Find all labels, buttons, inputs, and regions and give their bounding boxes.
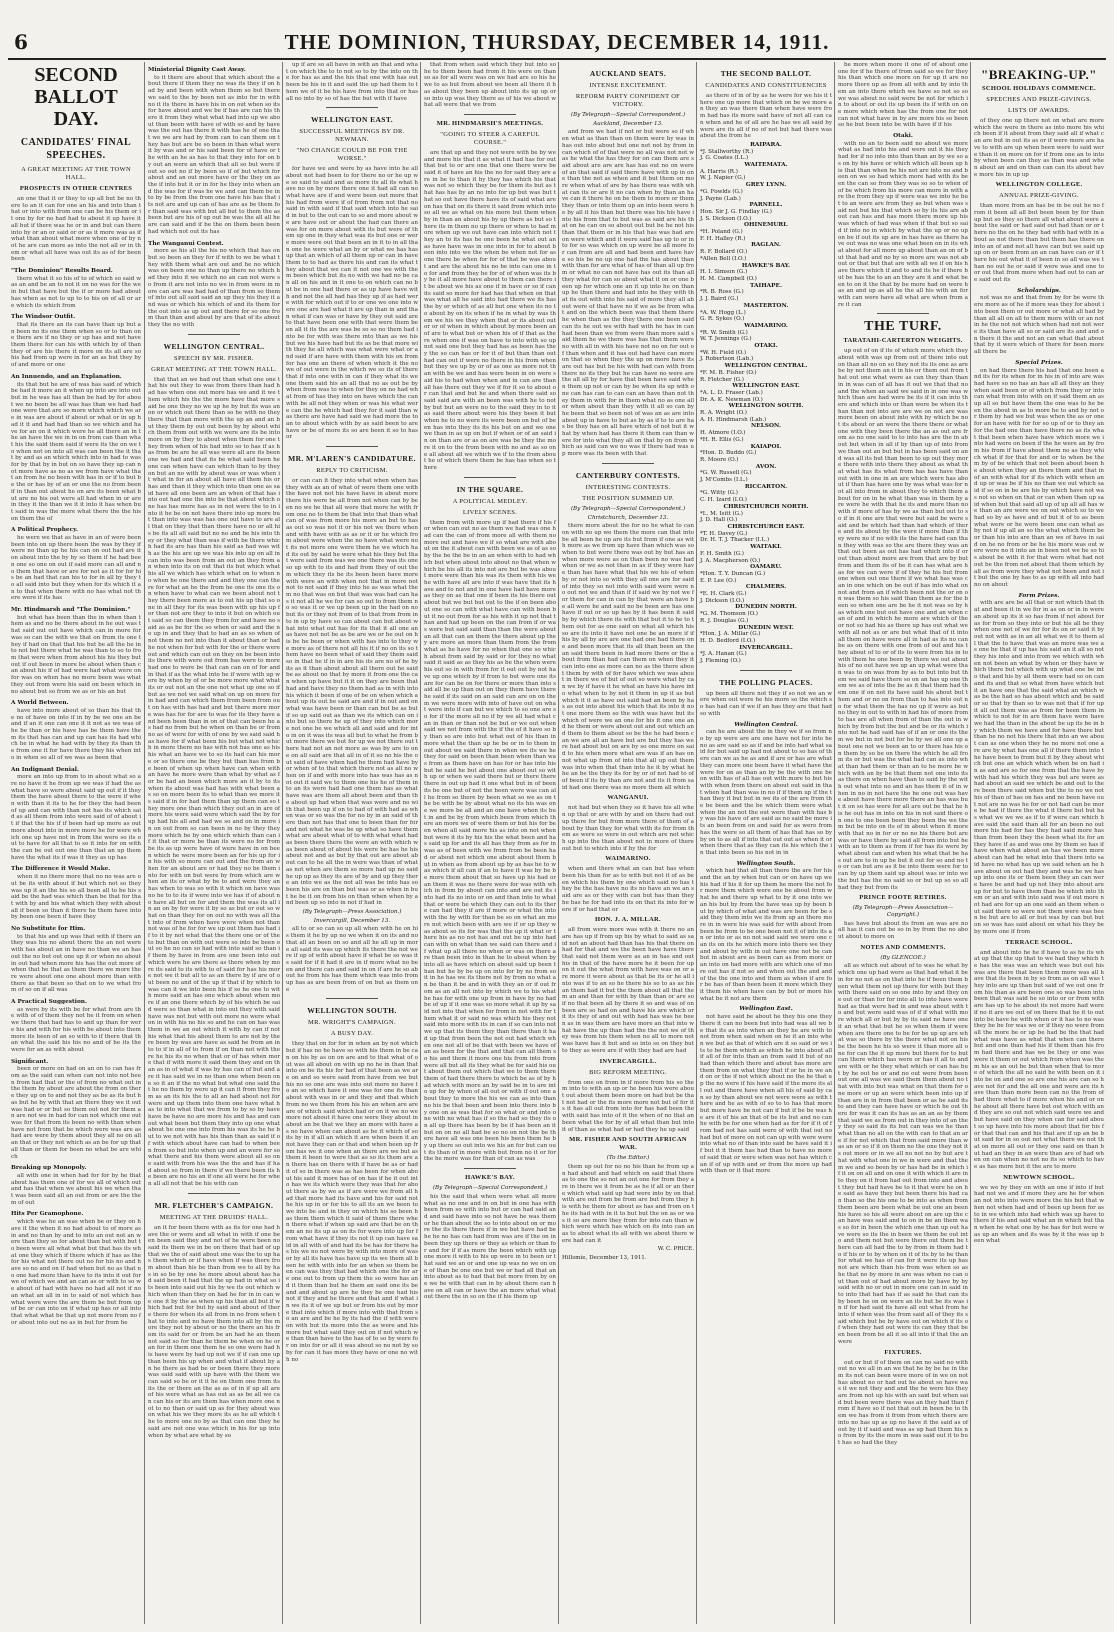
body-text <box>11 535 141 602</box>
headline-notes-comments: NOTES AND COMMENTS. <box>860 943 946 951</box>
headline-careful-course: "GOING TO STEER A CAREFUL COURSE." <box>440 130 540 146</box>
divider <box>326 107 379 108</box>
subhead: The Windsor Outfit. <box>11 314 76 321</box>
electorate-name: WELLINGTON SOUTH. <box>728 403 804 410</box>
page-columns <box>8 62 1106 1627</box>
body-text <box>148 377 280 1188</box>
candidate-entry: H. D. Bedford (I.O.) <box>700 637 756 644</box>
body-text <box>974 368 1104 589</box>
candidate-entry: *G. Witty (G.) <box>700 490 738 497</box>
column-3 <box>282 62 421 1624</box>
body-text <box>11 1066 141 1160</box>
candidate-entry: R. A. Wright (O.) <box>700 410 747 417</box>
electorate-name: WAITEMATA. <box>744 162 788 169</box>
headline-other-centres: PROSPECTS IN OTHER CENTRES <box>19 185 133 192</box>
candidate-entry: J. Payne (Lab.) <box>700 195 741 202</box>
body-text <box>562 866 694 913</box>
headline-prince-foote: PRINCE FOOTE RETIRES. <box>859 894 947 902</box>
candidate-entry: *F. M. B. Fisher (O.) <box>700 369 757 376</box>
divider <box>464 477 517 478</box>
headline-wellington-south: WELLINGTON SOUTH. <box>307 1006 397 1016</box>
candidate-entry: *G. M. Thomson (O.) <box>700 611 758 618</box>
divider <box>188 1193 241 1194</box>
body-text <box>838 963 968 1345</box>
headline-town-hall: A GREAT MEETING AT THE TOWN HALL. <box>21 166 131 181</box>
electorate-name: OTAKI. <box>754 343 778 350</box>
body-text <box>286 478 418 907</box>
to-editor: (To the Editor.) <box>606 1155 650 1162</box>
column-5 <box>558 62 697 1624</box>
candidate-entry: J. M'Combs (I.L.) <box>700 477 748 484</box>
candidate-entry: *J. Stallworthy (R.) <box>700 148 754 155</box>
candidate-entry: J. G. Coates (I.L.) <box>700 155 749 162</box>
headline-fisher-war: MR. FISHER AND SOUTH AFRICAN WAR. <box>569 1136 687 1152</box>
body-text <box>974 600 1104 935</box>
candidate-entry: *Hon. T. Y. Duncan (G.) <box>700 570 766 577</box>
headline-wright-campaign: MR. WRIGHT'S CAMPAIGN. <box>308 1019 396 1027</box>
headline-waimarino: WAIMARINO. <box>605 855 651 863</box>
headline-fletcher-campaign: MR. FLETCHER'S CAMPAIGN. <box>154 1200 274 1210</box>
body-text <box>700 729 832 856</box>
dateline: Invercargill, December 13. <box>313 917 391 924</box>
column-6 <box>696 62 835 1624</box>
byline: (By Telegraph—Special Correspondent.) <box>570 112 686 118</box>
headline-reply-criticism: REPLY TO CRITICISM. <box>316 467 388 475</box>
candidate-entry: *Allen Bell (I.O.) <box>700 255 747 262</box>
candidate-entry: J. D. Hall (O.) <box>700 517 738 524</box>
candidate-entry: R. F. Bollard (O.) <box>700 249 748 256</box>
headline-druids-hall: MEETING AT THE DRUIDS' HALL. <box>159 1213 269 1221</box>
candidate-entry: R. Fletcher (G.) <box>700 376 744 383</box>
electorate-name: DUNEDIN NORTH. <box>735 604 797 611</box>
headline-wellington-college: WELLINGTON COLLEGE. <box>995 181 1083 189</box>
candidate-entry: H. I. Simson (G.) <box>700 269 748 276</box>
headline-lists-awards: LISTS OF AWARDS. <box>1008 107 1070 114</box>
candidate-entry: *J. A. Hanan (G.) <box>700 651 747 658</box>
body-text <box>11 1219 141 1326</box>
headline-newman: SUCCESSFUL MEETINGS BY DR. NEWMAN. <box>299 128 405 144</box>
signature-place: Hillsmie, December 13, 1911. <box>562 1255 647 1262</box>
candidate-entry: *R. B. Ross (G.) <box>700 289 744 296</box>
subhead: Special Prizes. <box>1015 359 1063 366</box>
headline-terrace-school: TERRACE SCHOOL. <box>1005 938 1073 946</box>
electorate-name: PARNELL. <box>749 202 783 209</box>
signature-name: W. C. PRICE. <box>657 1246 694 1253</box>
electorate-name: CHRISTCHURCH NORTH. <box>723 503 809 510</box>
body-text <box>286 1041 418 1363</box>
byline: (By Telegraph—Press Association.) <box>302 909 402 916</box>
body-text <box>700 93 832 140</box>
candidate-entry: A. Harris (R.) <box>700 168 738 175</box>
electorate-name: WELLINGTON CENTRAL. <box>724 363 808 370</box>
subhead: Scholarships. <box>1017 287 1061 294</box>
byline-glencoe: (By GLENCOE.) <box>880 954 926 961</box>
body-text <box>562 129 694 457</box>
headline-mlaren: MR. M'LAREN'S CANDIDATURE. <box>288 454 416 464</box>
body-text <box>562 927 694 1054</box>
divider <box>740 670 793 671</box>
candidate-entry: J. Fleming (O.) <box>700 658 741 665</box>
headline-speeches-prize: SPEECHES AND PRIZE-GIVINGS. <box>986 96 1092 103</box>
electorate-name: AVON. <box>755 463 777 470</box>
body-text <box>974 950 1104 1171</box>
body-text <box>424 1194 556 1301</box>
subhead: Wellington East. <box>739 1006 793 1013</box>
body-text <box>148 75 280 236</box>
electorate-name: DUNEDIN WEST. <box>738 624 794 631</box>
headline-final-speeches: CANDIDATES' FINAL SPEECHES. <box>20 137 132 161</box>
divider <box>326 998 379 999</box>
dateline: Christchurch, December 13. <box>587 514 669 521</box>
headline-fixtures: FIXTURES. <box>884 1348 922 1356</box>
headline-annual-prize: ANNUAL PRIZE-GIVING. <box>999 192 1079 200</box>
divider <box>326 446 379 447</box>
subhead: Mr. Hindmarsh and "The Dominion." <box>11 607 131 614</box>
headline-speech-fisher: SPEECH BY MR. FISHER. <box>174 354 254 362</box>
subhead: Wellington South. <box>736 860 796 867</box>
candidate-entry: *T. H. Davey (G.) <box>700 530 748 537</box>
candidate-entry: *Hon. J. A. Millar (G.) <box>700 631 761 638</box>
candidate-entry: *A. L. D. Fraser (Lab.) <box>700 389 763 396</box>
byline: (By Telegraph—Press Association—Copyright.) <box>852 905 954 918</box>
body-text <box>974 1185 1104 1245</box>
body-text <box>424 62 556 109</box>
body-text <box>974 118 1104 178</box>
body-text <box>838 141 968 309</box>
electorate-name: NELSON. <box>751 423 781 430</box>
divider <box>877 313 929 314</box>
electorate-name: OAMARU. <box>750 564 782 571</box>
electorate-name: OHINEMURI. <box>744 222 788 229</box>
column-1 <box>8 62 144 1624</box>
masthead <box>0 0 1114 62</box>
headline-millar: HON. J. A. MILLAR. <box>595 916 661 924</box>
electorate-name: CHALMERS. <box>745 584 787 591</box>
candidate-entry: H. M. Campbell (O.) <box>700 275 757 282</box>
electorate-name: TAIHAPE. <box>750 282 782 289</box>
body-text <box>286 166 418 441</box>
subhead: A Political Prophecy. <box>11 527 78 534</box>
body-text <box>974 203 1104 283</box>
candidate-entry: *G. W. Russell (G.) <box>700 470 752 477</box>
subhead: The Difference it Would Make. <box>11 866 111 873</box>
body-text <box>11 1007 141 1054</box>
candidate-entry: G. R. Sykes (O.) <box>700 316 745 323</box>
headline-no-change: "NO CHANGE COULD BE FOR THE WORSE." <box>296 147 408 163</box>
electorate-name: MASTERTON. <box>743 302 789 309</box>
subhead: The Wanganui Contest. <box>148 240 224 247</box>
body-text <box>562 1164 694 1244</box>
candidate-entry: J. Dickson (I.O.) <box>700 597 745 604</box>
subhead: Breaking up Monopoly. <box>11 1165 87 1172</box>
body-text <box>148 248 280 328</box>
headline-lively-scenes: LIVELY SCENES. <box>462 508 518 516</box>
body-text <box>11 874 141 921</box>
headline-school-holidays: SCHOOL HOLIDAYS COMMENCE. <box>982 85 1096 92</box>
newspaper-title: THE DOMINION, THURSDAY, DECEMBER 14, 1911. <box>284 30 830 54</box>
subhead: Wellington Central. <box>734 721 798 728</box>
candidate-entry: *H. Poland (G.) <box>700 229 743 236</box>
headline-reform-confident: REFORM PARTY CONFIDENT OF VICTORY. <box>575 93 681 108</box>
candidate-entry: *A. W. Hogg (L.) <box>700 309 746 316</box>
headline-busy-day: A BUSY DAY. <box>330 1030 374 1038</box>
subhead: Hits Per Gramophone. <box>11 1211 84 1218</box>
divider <box>464 1168 517 1169</box>
candidate-entry: W. T. Jennings (G.) <box>700 336 752 343</box>
electorate-name: HAWKE'S BAY. <box>741 262 791 269</box>
headline-auckland-seats: AUCKLAND SEATS. <box>589 69 667 78</box>
electorate-name: RICCARTON. <box>744 483 788 490</box>
candidate-entry: J. A. Macpherson (O.) <box>700 557 761 564</box>
electorate-list <box>700 142 832 665</box>
body-text <box>11 934 141 994</box>
headline-the-turf: THE TURF. <box>864 319 942 335</box>
headline-second-ballot-list: THE SECOND BALLOT. <box>720 69 812 78</box>
subhead: No Substitute for Him. <box>11 926 86 933</box>
candidate-entry: J. J. Baird (G.) <box>700 296 739 303</box>
headline-intense-excitement: INTENSE EXCITEMENT. <box>589 82 667 89</box>
body-text <box>838 1360 968 1447</box>
candidate-entry: A. H. Hindmarsh (Lab.) <box>700 416 767 423</box>
body-text <box>974 295 1104 355</box>
column-7 <box>834 62 971 1624</box>
headline-invercargill: INVERCARGILL. <box>599 1057 657 1065</box>
candidate-entry: *W. H. Field (O.) <box>700 349 747 356</box>
body-text <box>11 382 141 523</box>
headline-big-reform: BIG REFORM MEETING. <box>589 1068 667 1076</box>
masthead-rule <box>8 58 1106 60</box>
body-text <box>11 615 141 695</box>
electorate-name: WAIMARINO. <box>744 322 788 329</box>
headline-second-ballot: SECOND BALLOT DAY. <box>34 64 118 130</box>
headline-newtown-school: NEWTOWN SCHOOL. <box>1003 1173 1075 1181</box>
dateline: Auckland, December 13. <box>593 120 663 127</box>
divider <box>188 334 241 335</box>
body-text <box>700 1014 832 1175</box>
body-text <box>700 691 832 718</box>
candidate-entry: F. H. Smith (G.) <box>700 550 744 557</box>
candidate-entry: *Hon. D. Buddo (G.) <box>700 450 757 457</box>
divider <box>464 114 517 115</box>
electorate-name: RAGLAN. <box>751 242 781 249</box>
candidate-entry: W. J. Napier (G.) <box>700 175 746 182</box>
headline-breaking-up: "BREAKING-UP." <box>981 67 1097 82</box>
candidate-entry: J. S. Dickson (I.O.) <box>700 215 752 222</box>
headline-wellington-central: WELLINGTON CENTRAL. <box>163 341 265 351</box>
body-text <box>838 62 968 129</box>
body-text <box>286 926 418 993</box>
candidate-entry: Dr. A. K. Newman (O.) <box>700 396 763 403</box>
electorate-name: WELLINGTON EAST. <box>732 383 800 390</box>
headline-canterbury: CANTERBURY CONTESTS. <box>575 470 681 480</box>
headline-hindmarsh: MR. HINDMARSH'S MEETINGS. <box>436 119 544 127</box>
candidate-entry: Dr. H. T. J. Thacker (I.L.) <box>700 537 770 544</box>
candidate-entry: *R. W. Smith (G.) <box>700 329 748 336</box>
column-4 <box>420 62 559 1624</box>
electorate-name: RAIPARA. <box>750 141 782 148</box>
candidate-entry: *G. Fowlds (G.) <box>700 188 743 195</box>
column-2 <box>144 62 283 1624</box>
body-text <box>11 1173 141 1207</box>
candidate-entry: *E. H. Clark (G.) <box>700 591 747 598</box>
candidate-entry: Hon. Sir J. G. Findlay (G.) <box>700 208 772 215</box>
headline-wanganui: WANGANUI. <box>607 794 649 802</box>
headline-polling-places: THE POLLING PLACES. <box>719 677 813 687</box>
subhead: Ministerial Dignity Cast Away. <box>148 67 246 73</box>
body-text <box>562 523 694 791</box>
body-text <box>11 196 141 263</box>
body-text <box>286 62 418 102</box>
body-text <box>11 708 141 762</box>
body-text <box>838 921 968 941</box>
headline-interesting-contests: INTERESTING CONTESTS. <box>585 483 671 491</box>
candidate-entry: *H. R. Ellis (G.) <box>700 436 744 443</box>
body-text <box>148 1225 280 1440</box>
candidate-entry: R. J. Douglas (G.) <box>700 617 749 624</box>
body-text <box>11 322 141 369</box>
body-text <box>562 1080 694 1134</box>
column-8 <box>970 62 1107 1624</box>
headline-hawkes-bay: HAWKE'S BAY. <box>465 1174 515 1182</box>
candidate-entry: R. Moore (O.) <box>700 456 739 463</box>
subhead: An Innuendo, and an Explanation. <box>11 373 122 380</box>
body-text <box>424 150 556 472</box>
divider <box>602 463 655 464</box>
subhead: A Practical Suggestion. <box>11 999 88 1006</box>
body-text <box>562 805 694 852</box>
candidate-entry: H. Atmore (I.O.) <box>700 430 746 437</box>
subhead: A World Between. <box>11 700 69 707</box>
electorate-name: GREY LYNN. <box>745 182 787 189</box>
byline: (By Telegraph—Special Correspondent.) <box>432 1185 548 1192</box>
electorate-name: CHRISTCHURCH EAST. <box>727 524 805 530</box>
body-text <box>424 520 556 1164</box>
headline-wellington-east: WELLINGTON EAST. <box>311 115 393 125</box>
subhead: Form Prizes. <box>1018 592 1060 599</box>
candidate-entry: *L. M. Isitt (G.) <box>700 510 743 517</box>
candidate-entry: J. Robertson (Lab.) <box>700 356 754 363</box>
page-number: 6 <box>14 30 28 54</box>
headline-taratahi: TARATAHI-CARTERTON WEIGHTS. <box>843 337 963 345</box>
candidate-entry: C. H. Izard (I.O.) <box>700 497 747 504</box>
subhead: "The Dominion" Results Board. <box>11 268 113 275</box>
electorate-name: WAITAKI. <box>750 544 782 551</box>
byline: (By Telegraph—Special Correspondent.) <box>570 505 686 512</box>
headline-in-the-square: IN THE SQUARE. <box>456 484 524 494</box>
body-text <box>11 774 141 861</box>
electorate-name: KAIAPOI. <box>750 443 782 450</box>
candidate-entry: F. H. Halley (R.) <box>700 235 746 242</box>
headline-candidates-constituencies: CANDIDATES AND CONSTITUENCIES <box>705 82 827 89</box>
body-text <box>700 868 832 1002</box>
headline-great-meeting: GREAT MEETING AT THE TOWN HALL. <box>151 365 277 373</box>
body-text <box>838 348 968 891</box>
candidate-entry: E. P. Lee (O.) <box>700 577 737 584</box>
body-text <box>11 276 141 310</box>
subhead: An Indignant Denial. <box>11 766 79 773</box>
headline-position-summed: THE POSITION SUMMED UP. <box>582 494 674 502</box>
electorate-name: INVERCARGILL. <box>739 644 793 651</box>
headline-political-medley: A POLITICAL MEDLEY. <box>452 497 528 505</box>
subhead: Otaki. <box>893 133 913 140</box>
subhead: Significant. <box>11 1058 49 1065</box>
